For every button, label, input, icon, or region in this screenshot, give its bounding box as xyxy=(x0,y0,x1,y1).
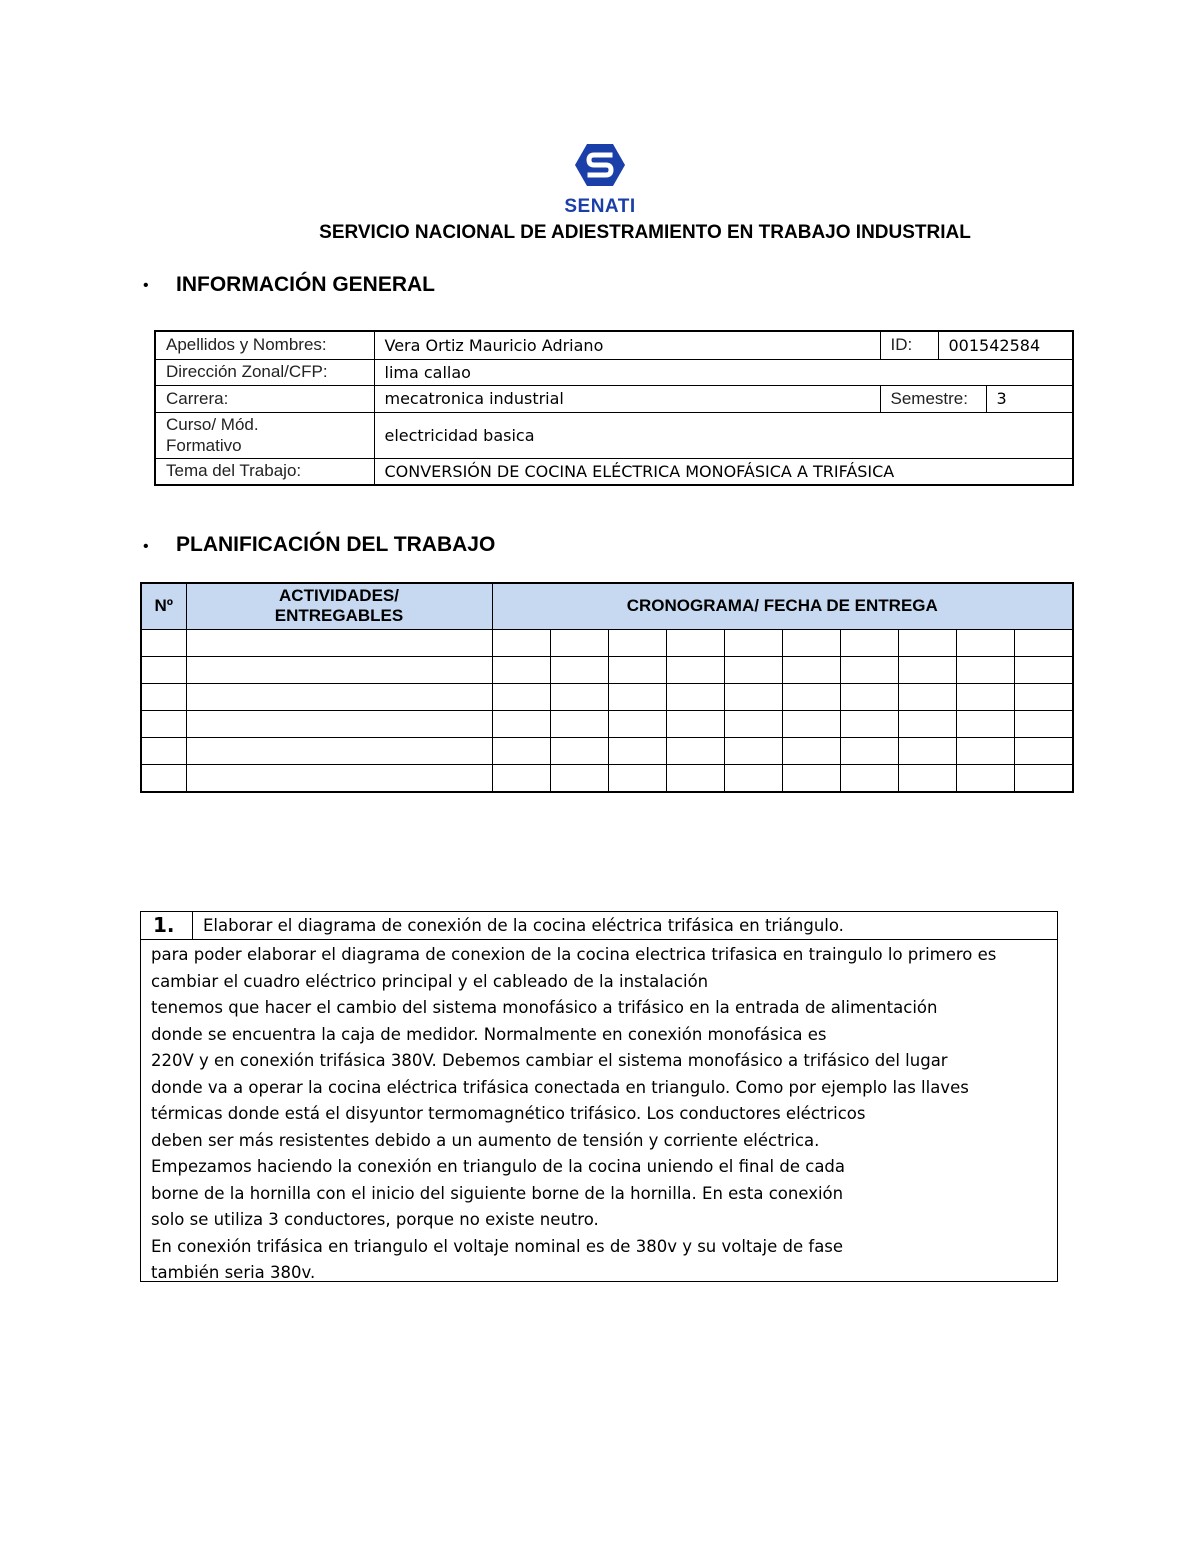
col-schedule-header: CRONOGRAMA/ FECHA DE ENTREGA xyxy=(492,583,1073,629)
task-description xyxy=(151,942,1047,1287)
task-line: Empezamos haciendo la conexión en triangulo de la cocina uniendo el final de cada xyxy=(151,1157,846,1176)
task-line: donde se encuentra la caja de medidor. Normalmente en conexión monofásica es xyxy=(151,1024,827,1044)
task-line: En conexión trifásica en triangulo el voltaje nominal es de 380v y su voltaje de fase xyxy=(151,1236,844,1256)
section-bullet: • xyxy=(143,538,149,555)
course-label-line-2: Formativo xyxy=(166,436,242,455)
course-label-line-1: Curso/ Mód. xyxy=(166,415,259,434)
task-line: deben ser más resistentes debido a un aumento de tensión y corriente eléctrica. xyxy=(151,1130,820,1150)
career-label: Carrera: xyxy=(155,385,374,412)
name-value: Vera Ortiz Mauricio Adriano xyxy=(374,331,880,359)
task-line: tenemos que hacer el cambio del sistema monofásico a trifásico en la entrada de alimentación xyxy=(151,998,938,1017)
task-line: 220V y en conexión trifásica 380V. Debemos cambiar el sistema monofásico a trifásico del lugar xyxy=(151,1051,948,1070)
task-header xyxy=(141,912,1057,940)
task-line: solo se utiliza 3 conductores, porque no existe neutro. xyxy=(151,1210,599,1229)
task-line: donde va a operar la cocina eléctrica trifásica conectada en triangulo. Como por ejemplo las llaves xyxy=(151,1077,969,1097)
zone-label: Dirección Zonal/CFP: xyxy=(155,359,374,385)
career-value: mecatronica industrial xyxy=(374,385,880,412)
general-info-table xyxy=(154,330,1074,486)
col-activities-line-2: ENTREGABLES xyxy=(274,606,404,626)
task-title: Elaborar el diagrama de conexión de la cocina eléctrica trifásica en triángulo. xyxy=(203,916,844,935)
task-line: cambiar el cuadro eléctrico principal y el cableado de la instalación xyxy=(151,971,709,991)
senati-logo-icon xyxy=(574,142,626,188)
id-value: 001542584 xyxy=(938,331,1073,359)
table-row xyxy=(141,764,1073,792)
task-box xyxy=(140,911,1058,1282)
table-row xyxy=(141,629,1073,656)
col-number-header: Nº xyxy=(141,583,186,629)
table-row xyxy=(141,656,1073,683)
semester-label: Semestre: xyxy=(880,385,986,412)
task-line: también seria 380v. xyxy=(151,1263,316,1282)
topic-label: Tema del Trabajo: xyxy=(155,458,374,485)
section-title-general-info: INFORMACIÓN GENERAL xyxy=(176,273,435,296)
task-line: borne de la hornilla con el inicio del siguiente borne de la hornilla. En esta conexión xyxy=(151,1183,844,1203)
brand-name: SENATI xyxy=(564,196,636,217)
id-label: ID: xyxy=(880,331,938,359)
table-row xyxy=(141,737,1073,764)
table-row xyxy=(141,710,1073,737)
name-label: Apellidos y Nombres: xyxy=(155,331,374,359)
table-row xyxy=(141,683,1073,710)
work-planning-table xyxy=(140,582,1074,793)
organization-title: SERVICIO NACIONAL DE ADIESTRAMIENTO EN TRABAJO INDUSTRIAL xyxy=(319,222,971,243)
col-activities-header xyxy=(186,583,492,629)
course-label xyxy=(155,412,374,458)
semester-value: 3 xyxy=(986,385,1073,412)
col-activities-line-1: ACTIVIDADES/ xyxy=(279,586,399,606)
zone-value: lima callao xyxy=(374,359,1073,385)
topic-value: CONVERSIÓN DE COCINA ELÉCTRICA MONOFÁSICA A TRIFÁSICA xyxy=(374,458,1073,485)
section-title-work-planning: PLANIFICACIÓN DEL TRABAJO xyxy=(176,533,496,556)
task-line: para poder elaborar el diagrama de conexion de la cocina electrica trifasica en traingulo lo primero es xyxy=(151,945,997,964)
task-line: térmicas donde está el disyuntor termomagnético trifásico. Los conductores eléctricos xyxy=(151,1104,866,1123)
section-bullet: • xyxy=(143,277,149,294)
task-number: 1. xyxy=(141,912,193,939)
course-value: electricidad basica xyxy=(374,412,1073,458)
